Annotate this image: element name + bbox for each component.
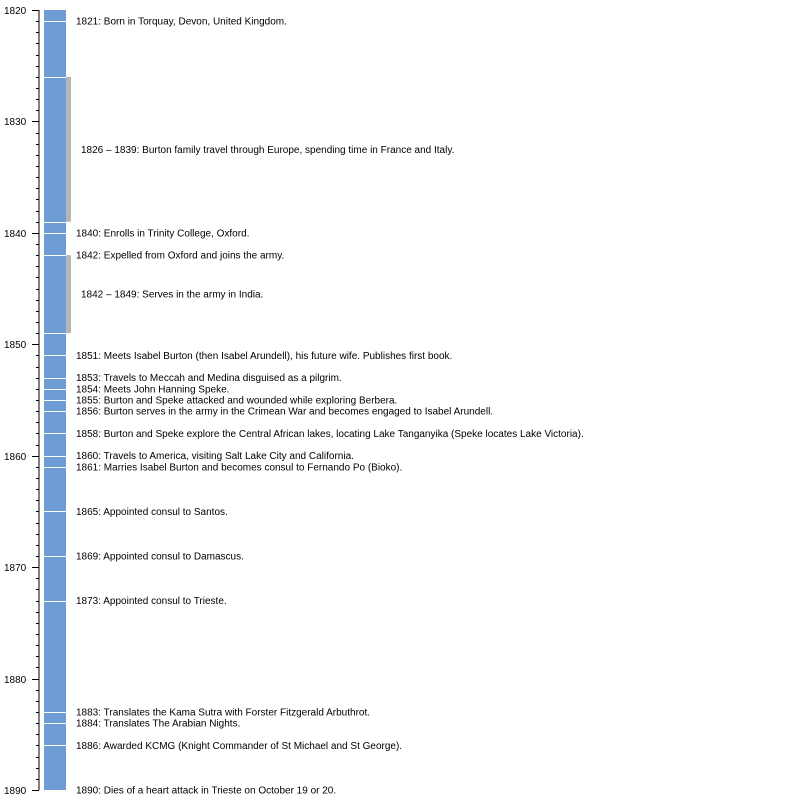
event-label: 1890: Dies of a heart attack in Trieste on October 19 or 20. [76,785,337,797]
event-label: 1883: Translates the Kama Sutra with Forster Fitzgerald Arbuthrot. [76,707,371,719]
span-label: 1842 – 1849: Serves in the army in India. [81,289,264,301]
event-label: 1869: Appointed consul to Damascus. [76,551,244,563]
event-label: 1851: Meets Isabel Burton (then Isabel Arundell), his future wife. Publishes first book. [76,350,453,362]
event-label: 1886: Awarded KCMG (Knight Commander of St Michael and St George). [76,740,403,752]
event-label: 1860: Travels to America, visiting Salt Lake City and California. [76,451,354,463]
event-label: 1853: Travels to Meccah and Medina disguised as a pilgrim. [76,373,342,385]
tick-label: 1820 [4,6,27,17]
tick-label: 1850 [4,340,27,351]
event-label: 1856: Burton serves in the army in the Crimean War and becomes engaged to Isabel Arundell. [76,406,494,418]
event-label: 1842: Expelled from Oxford and joins the army. [76,250,285,262]
tick-label: 1840 [4,229,27,240]
event-label: 1884: Translates The Arabian Nights. [76,718,241,730]
period-spans [44,77,454,334]
span-strip [66,77,71,222]
event-label: 1840: Enrolls in Trinity College, Oxford. [76,228,250,240]
event-label: 1861: Marries Isabel Burton and becomes consul to Fernando Po (Bioko). [76,462,403,474]
event-label: 1873: Appointed consul to Trieste. [76,596,227,608]
span-label: 1826 – 1839: Burton family travel through Europe, spending time in France and Italy. [81,144,455,156]
span-strip [66,255,71,333]
tick-label: 1880 [4,675,27,686]
event-label: 1821: Born in Torquay, Devon, United Kingdom. [76,16,287,28]
event-label: 1865: Appointed consul to Santos. [76,506,228,518]
event-label: 1858: Burton and Speke explore the Central African lakes, locating Lake Tanganyika (Speke locates Lake Victoria). [76,428,584,440]
event-label: 1854: Meets John Hanning Speke. [76,384,230,396]
tick-label: 1830 [4,117,27,128]
year-axis [4,6,39,797]
tick-label: 1890 [4,786,27,797]
event-label: 1855: Burton and Speke attacked and wounded while exploring Berbera. [76,395,398,407]
event-markers [44,17,584,797]
tick-label: 1870 [4,563,27,574]
tick-label: 1860 [4,452,27,463]
